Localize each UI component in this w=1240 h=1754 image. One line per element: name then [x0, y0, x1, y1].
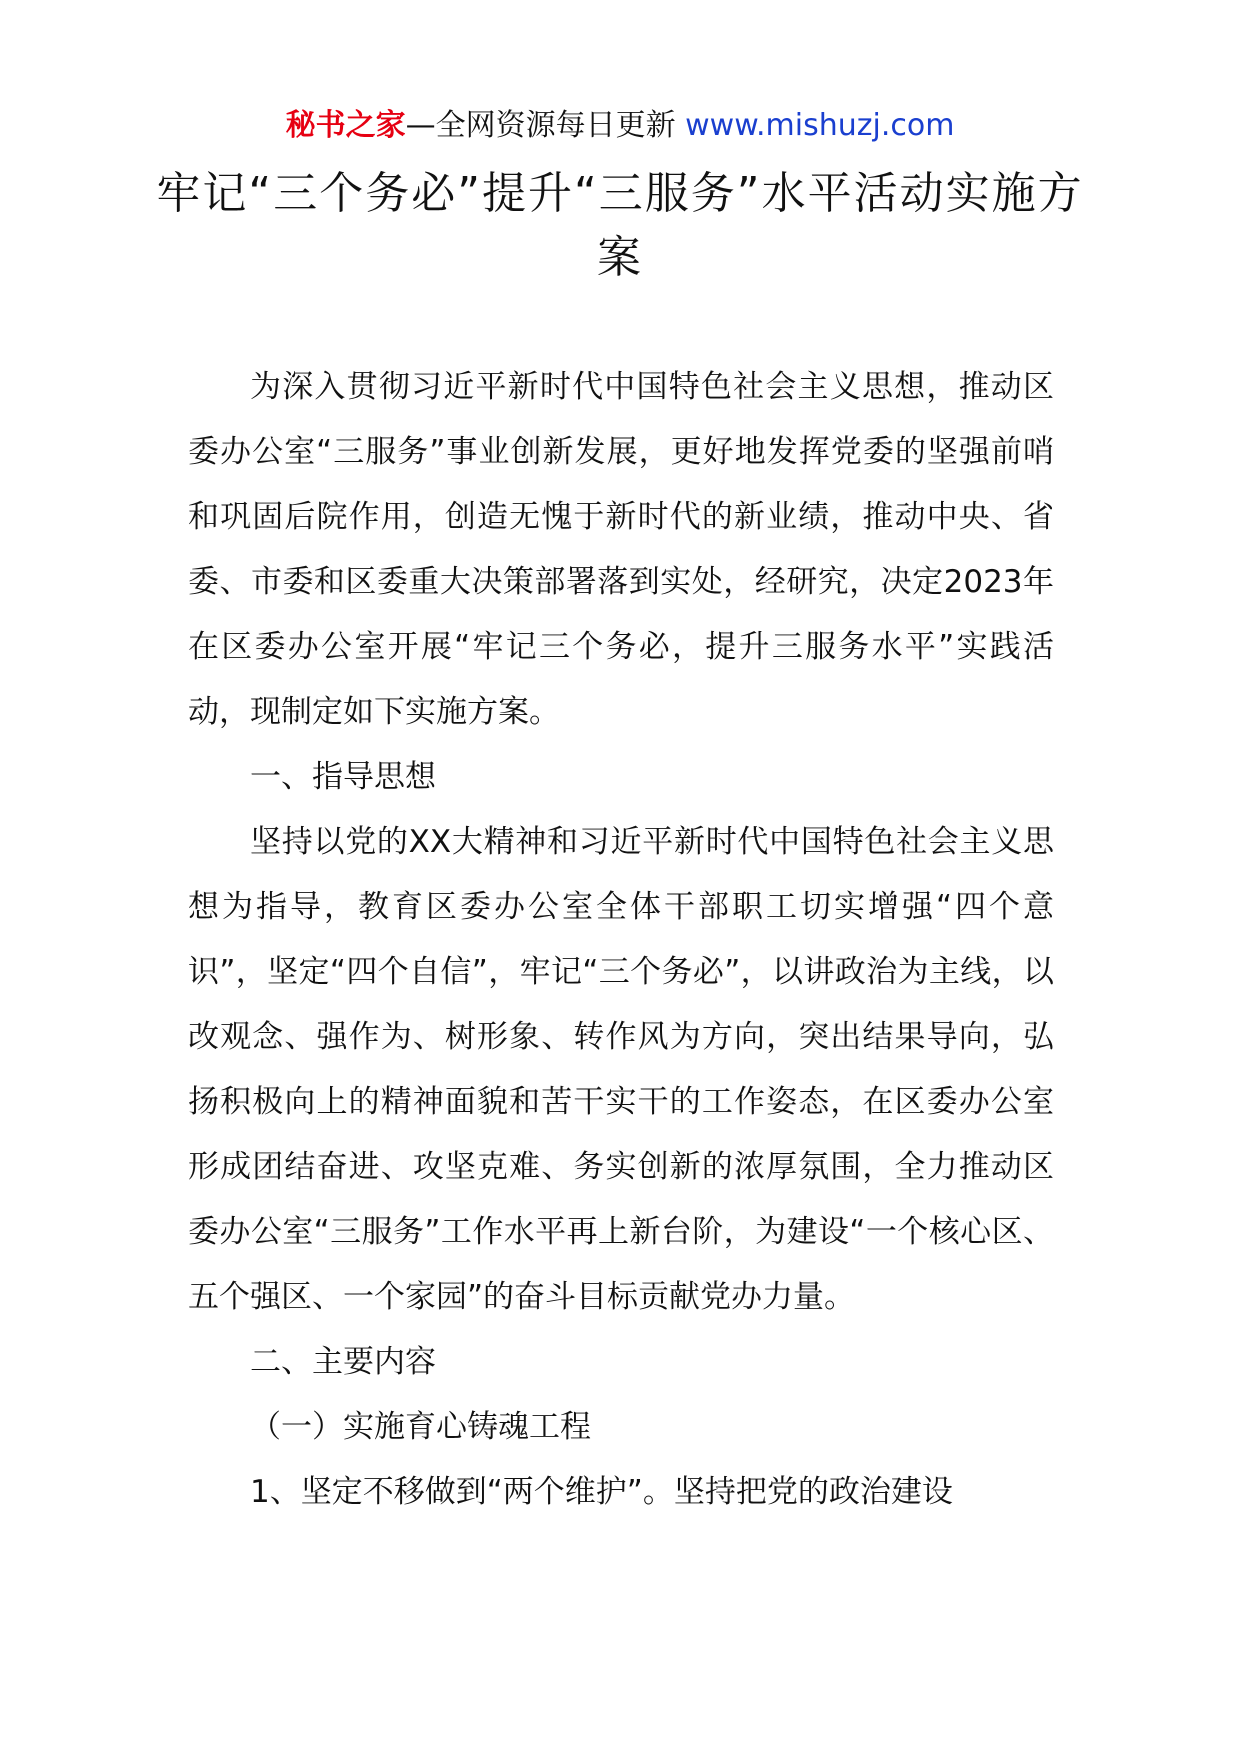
item-paragraph: 1、坚定不移做到“两个维护”。坚持把党的政治建设 — [250, 1474, 953, 1510]
subsection-heading: （一）实施育心铸魂工程 — [250, 1409, 591, 1445]
intro-paragraph: 为深入贯彻习近平新时代中国特色社会主义思想，推动区委办公室“三服务”事业创新发展，更好地发挥党委的坚强前哨和巩固后院作用，创造无愧于新时代的新业绩，推动中央、省委、市委和区委重大决策部署落到实处，经研究，决定2023年在区委办公室开展“牢记三个务必，提升三服务水平”实践活动，现制定如下实施方案。 — [188, 369, 1054, 730]
guiding-ideology-paragraph: 坚持以党的XX大精神和习近平新时代中国特色社会主义思想为指导，教育区委办公室全体干部职工切实增强“四个意识”，坚定“四个自信”，牢记“三个务必”，以讲政治为主线，以改观念、强作为、树形象、转作风为方向，突出结果导向，弘扬积极向上的精神面貌和苦干实干的工作姿态，在区委办公室形成团结奋进、攻坚克难、务实创新的浓厚氛围，全力推动区委办公室“三服务”工作水平再上新台阶，为建设“一个核心区、五个强区、一个家园”的奋斗目标贡献党办力量。 — [188, 824, 1054, 1315]
site-tagline: —全网资源每日更新 — [405, 108, 676, 143]
brand-name: 秘书之家 — [285, 108, 406, 143]
site-url[interactable]: www.mishuzj.com — [685, 108, 955, 143]
document-body — [188, 355, 1054, 1525]
document-title: 牢记“三个务必”提升“三服务”水平活动实施方案 — [156, 168, 1084, 283]
site-header — [0, 104, 1240, 148]
section-heading-guiding-ideology: 一、指导思想 — [250, 759, 436, 795]
section-heading-main-content: 二、主要内容 — [250, 1344, 436, 1380]
